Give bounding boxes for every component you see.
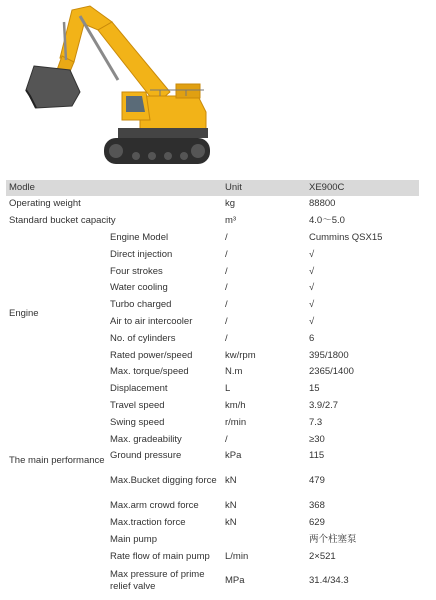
spec-value: √ bbox=[309, 315, 315, 327]
spec-unit: / bbox=[225, 231, 228, 243]
spec-label: Rated power/speed bbox=[110, 349, 193, 361]
spec-label: Max.arm crowd force bbox=[110, 500, 199, 512]
spec-unit: kN bbox=[225, 500, 237, 512]
spec-label: Direct injection bbox=[110, 248, 173, 260]
spec-label: Max. gradeability bbox=[110, 433, 182, 445]
spec-label: Ground pressure bbox=[110, 450, 182, 462]
spec-label: Engine Model bbox=[110, 231, 169, 243]
spec-unit: / bbox=[225, 315, 228, 327]
category-main-performance: The main performance bbox=[9, 454, 105, 466]
spec-value: 7.3 bbox=[309, 416, 323, 428]
category-engine: Engine bbox=[9, 307, 39, 319]
spec-label: Displacement bbox=[110, 383, 168, 395]
spec-unit: / bbox=[225, 248, 228, 260]
table-row bbox=[6, 398, 419, 415]
spec-value: 3.9/2.7 bbox=[309, 399, 339, 411]
spec-value: 31.4/34.3 bbox=[309, 575, 349, 587]
table-row bbox=[6, 448, 419, 465]
spec-label: Water cooling bbox=[110, 282, 168, 294]
spec-value: 629 bbox=[309, 516, 325, 528]
spec-label: Max pressure of prime relief valve bbox=[110, 569, 205, 593]
spec-table bbox=[6, 180, 419, 598]
spec-value: 115 bbox=[309, 450, 325, 462]
spec-label: Max. torque/speed bbox=[110, 366, 189, 378]
spec-value: 395/1800 bbox=[309, 349, 349, 361]
spec-unit: / bbox=[225, 332, 228, 344]
spec-label: Max.traction force bbox=[110, 516, 186, 528]
spec-value: 6 bbox=[309, 332, 315, 344]
spec-unit: / bbox=[225, 433, 228, 445]
spec-unit: kg bbox=[225, 198, 236, 210]
spec-label: Standard bucket capacity bbox=[9, 215, 116, 227]
spec-value: 479 bbox=[309, 475, 325, 487]
spec-unit bbox=[222, 531, 306, 548]
spec-value: 4.0～5.0 bbox=[309, 215, 345, 227]
spec-value: √ bbox=[309, 299, 315, 311]
spec-value: 两个柱塞泵 bbox=[309, 533, 357, 545]
spec-value: 15 bbox=[309, 383, 320, 395]
spec-unit: m³ bbox=[225, 215, 237, 227]
spec-label: Turbo charged bbox=[110, 299, 172, 311]
spec-value: √ bbox=[309, 265, 315, 277]
table-row bbox=[6, 213, 419, 230]
spec-label: Air to air intercooler bbox=[110, 315, 193, 327]
spec-value: √ bbox=[309, 282, 315, 294]
spec-label: Rate flow of main pump bbox=[110, 550, 210, 562]
excavator-image bbox=[0, 0, 222, 172]
spec-unit: kN bbox=[225, 516, 237, 528]
spec-value: 368 bbox=[309, 500, 325, 512]
spec-value: ≥30 bbox=[309, 433, 325, 445]
spec-unit: N.m bbox=[225, 366, 243, 378]
table-row bbox=[6, 414, 419, 431]
header-unit: Unit bbox=[222, 180, 306, 196]
spec-value: 88800 bbox=[309, 198, 336, 210]
spec-label: Main pump bbox=[110, 533, 157, 545]
spec-label: Swing speed bbox=[110, 416, 165, 428]
table-header-row bbox=[6, 180, 419, 196]
spec-unit: L/min bbox=[225, 550, 249, 562]
spec-unit: km/h bbox=[225, 399, 246, 411]
header-model: Modle bbox=[6, 180, 222, 196]
spec-unit: kw/rpm bbox=[225, 349, 256, 361]
table-row bbox=[6, 230, 419, 247]
table-row bbox=[6, 431, 419, 448]
header-value: XE900C bbox=[306, 180, 419, 196]
spec-value: 2×521 bbox=[309, 550, 336, 562]
spec-unit: r/min bbox=[225, 416, 247, 428]
spec-unit: kPa bbox=[225, 450, 242, 462]
spec-label: Operating weight bbox=[9, 198, 81, 210]
spec-label: No. of cylinders bbox=[110, 332, 176, 344]
spec-unit: L bbox=[225, 383, 231, 395]
spec-label: Four strokes bbox=[110, 265, 163, 277]
spec-label: Max.Bucket digging force bbox=[110, 475, 217, 487]
spec-unit: / bbox=[225, 282, 228, 294]
spec-value: Cummins QSX15 bbox=[309, 231, 383, 243]
table-row bbox=[6, 196, 419, 213]
spec-label: Travel speed bbox=[110, 399, 165, 411]
spec-unit: / bbox=[225, 265, 228, 277]
spec-value: √ bbox=[309, 248, 315, 260]
spec-value: 2365/1400 bbox=[309, 366, 354, 378]
spec-unit: MPa bbox=[225, 575, 245, 587]
spec-unit: kN bbox=[225, 475, 237, 487]
spec-unit: / bbox=[225, 299, 228, 311]
